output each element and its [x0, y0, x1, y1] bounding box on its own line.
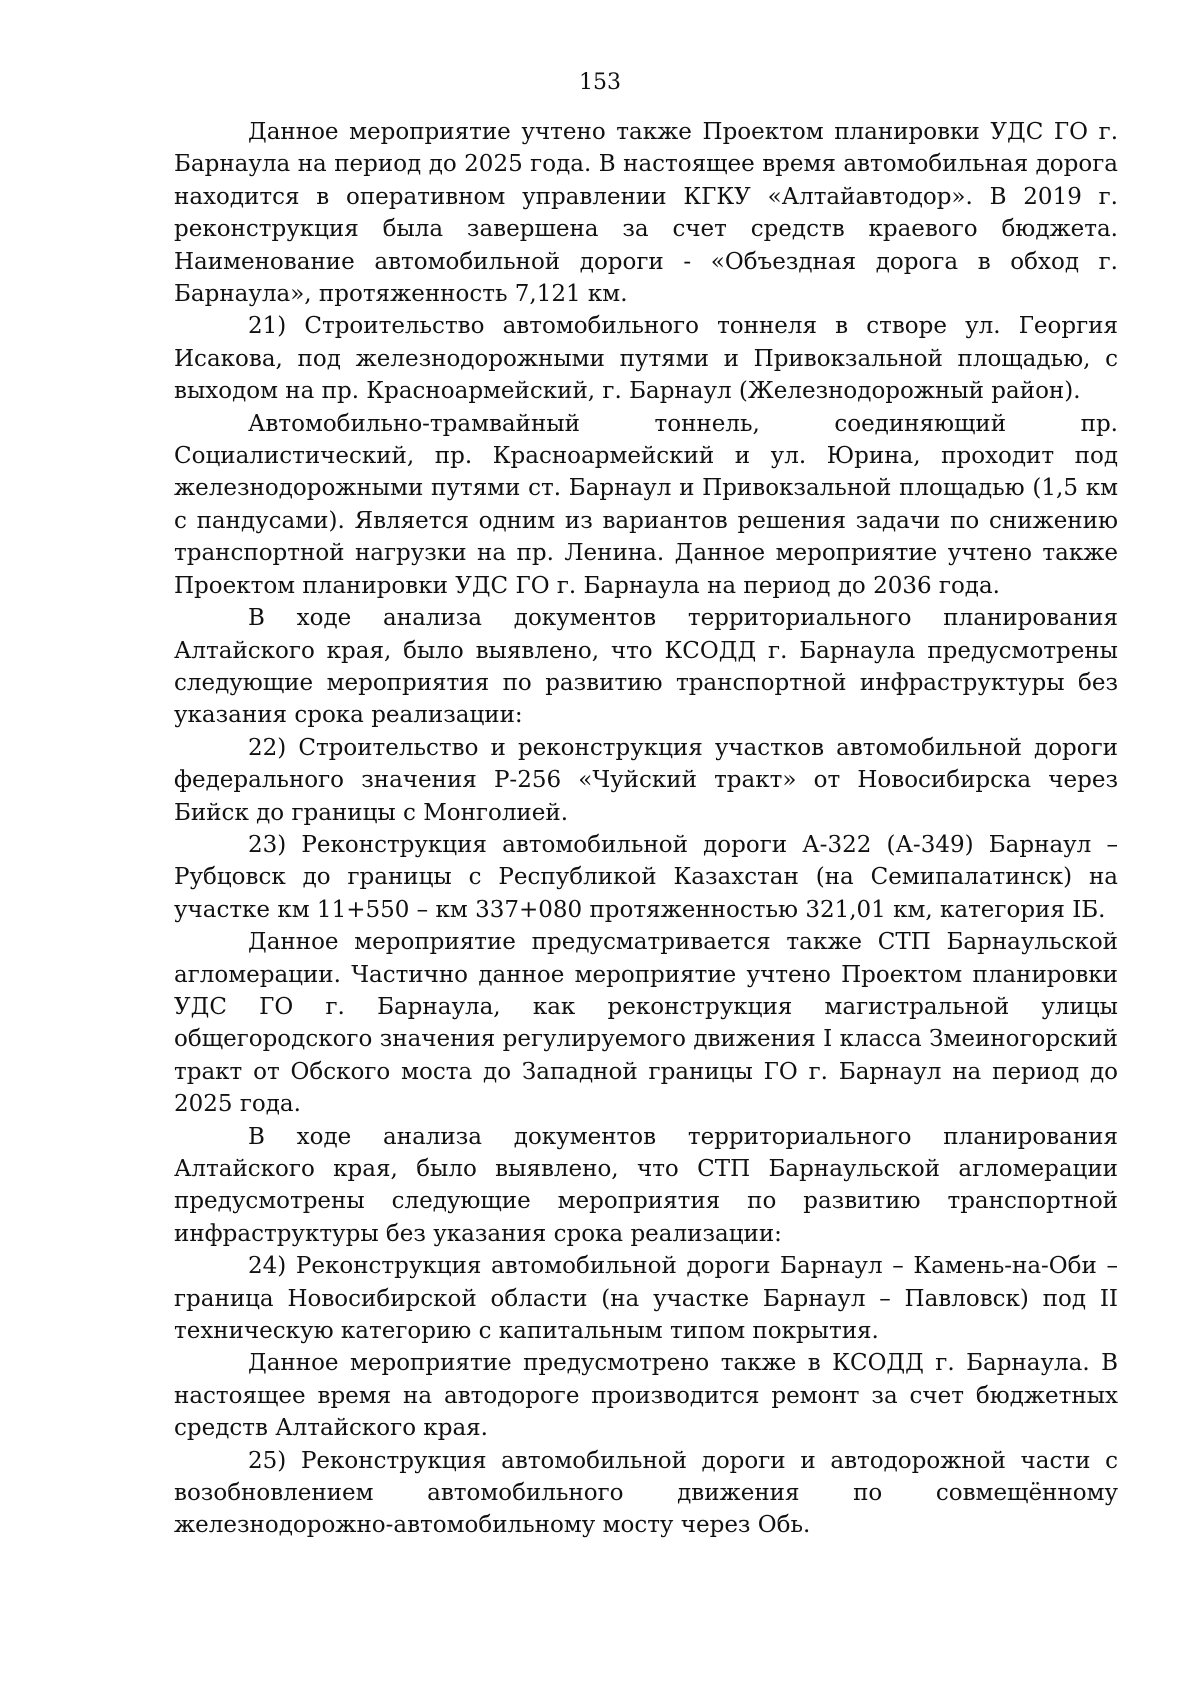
- paragraph: В ходе анализа документов территориального планирования Алтайского края, было выявлено, что КСОДД г. Барнаула предусмотрены следующие мероприятия по развитию транспортной инфраструктуры без указания срока реализации:: [174, 605, 1118, 729]
- paragraph: Данное мероприятие предусмотрено также в КСОДД г. Барнаула. В настоящее время на автодороге производится ремонт за счет бюджетных средств Алтайского края.: [174, 1350, 1118, 1442]
- paragraph: Автомобильно-трамвайный тоннель, соединяющий пр. Социалистический, пр. Красноармейский и ул. Юрина, проходит под железнодорожными путями ст. Барнаул и Привокзальной площадью (1,5 км с пандусами). Является одним из вариантов решения задачи по снижению транспортной нагрузки на пр. Ленина. Данное мероприятие учтено также Проектом планировки УДС ГО г. Барнаула на период до 2036 года.: [174, 410, 1118, 599]
- list-item-24: 24) Реконструкция автомобильной дороги Барнаул – Камень-на-Оби – граница Новосибирской области (на участке Барнаул – Павловск) под II техническую категорию с капитальным типом покрытия.: [174, 1253, 1118, 1345]
- list-item-23: 23) Реконструкция автомобильной дороги А-322 (А-349) Барнаул – Рубцовск до границы с Республикой Казахстан (на Семипалатинск) на участке км 11+550 – км 337+080 протяженностью 321,01 км, категория IБ.: [174, 831, 1118, 923]
- list-item-22: 22) Строительство и реконструкция участков автомобильной дороги федерального значения Р-256 «Чуйский тракт» от Новосибирска через Бийск до границы с Монголией.: [174, 734, 1118, 826]
- list-item-21: 21) Строительство автомобильного тоннеля в створе ул. Георгия Исакова, под железнодорожными путями и Привокзальной площадью, с выходом на пр. Красноармейский, г. Барнаул (Железнодорожный район).: [174, 313, 1118, 405]
- paragraph: Данное мероприятие учтено также Проектом планировки УДС ГО г. Барнаула на период до 2025 года. В настоящее время автомобильная дорога находится в оперативном управлении КГКУ «Алтайавтодор». В 2019 г. реконструкция была завершена за счет средств краевого бюджета. Наименование автомобильной дороги - «Объездная дорога в обход г. Барнаула», протяженность 7,121 км.: [174, 119, 1118, 308]
- list-item-25: 25) Реконструкция автомобильной дороги и автодорожной части с возобновлением автомобильного движения по совмещённому железнодорожно-автомобильному мосту через Обь.: [174, 1447, 1118, 1539]
- document-body: [174, 116, 1118, 1542]
- paragraph: Данное мероприятие предусматривается также СТП Барнаульской агломерации. Частично данное мероприятие учтено Проектом планировки УДС ГО г. Барнаула, как реконструкция магистральной улицы общегородского значения регулируемого движения I класса Змеиногорский тракт от Обского моста до Западной границы ГО г. Барнаул на период до 2025 года.: [174, 929, 1118, 1118]
- page-number: 153: [579, 70, 621, 95]
- paragraph: В ходе анализа документов территориального планирования Алтайского края, было выявлено, что СТП Барнаульской агломерации предусмотрены следующие мероприятия по развитию транспортной инфраструктуры без указания срока реализации:: [174, 1123, 1118, 1247]
